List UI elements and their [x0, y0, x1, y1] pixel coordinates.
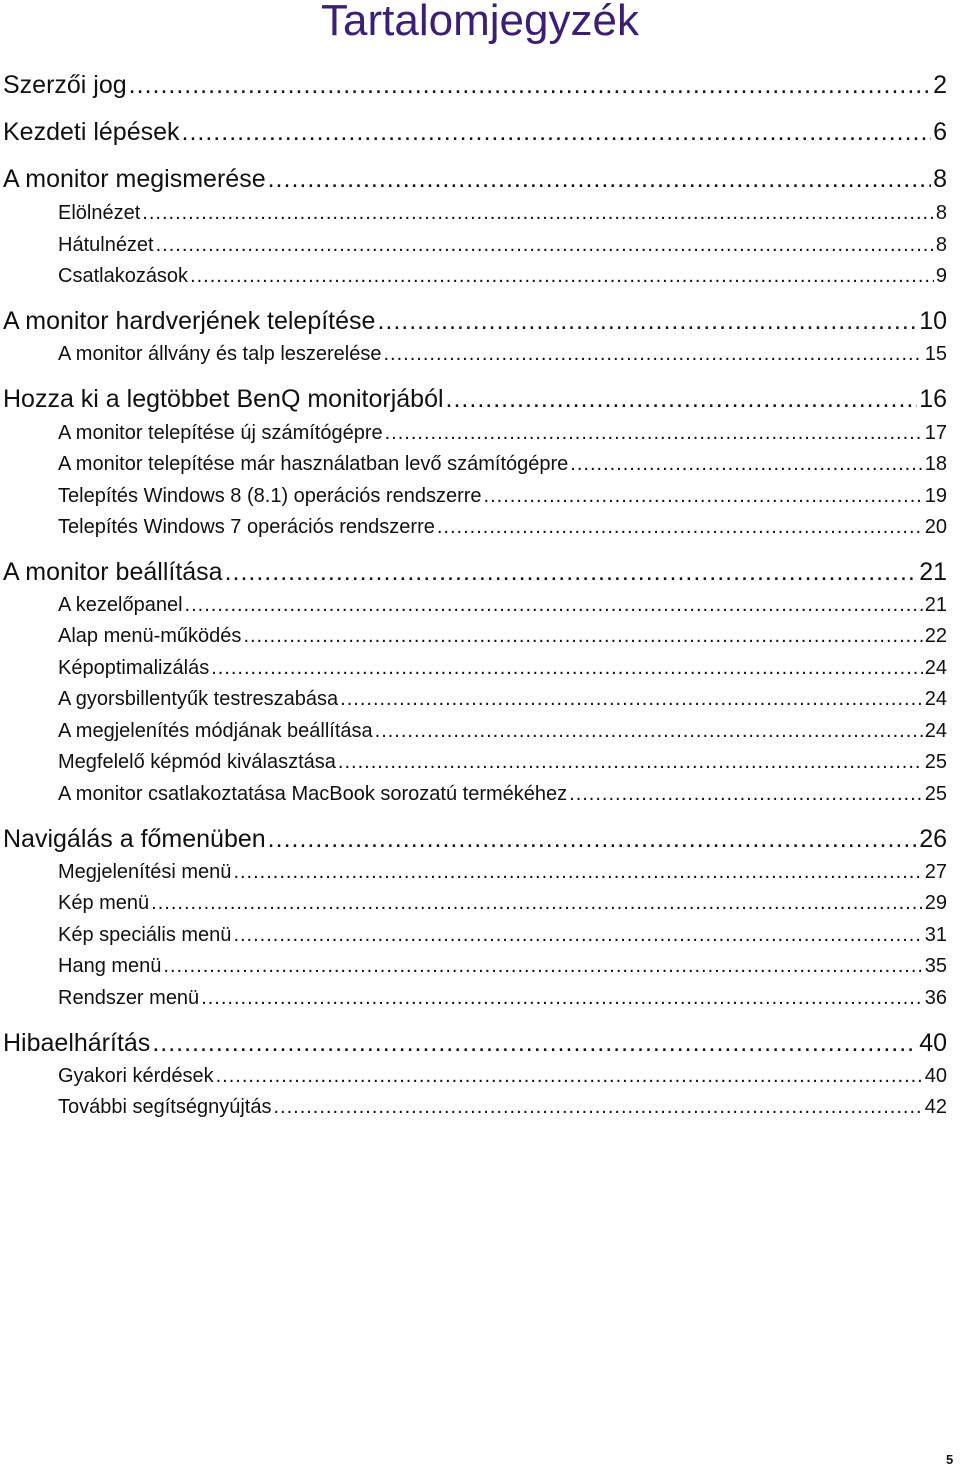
toc-chapter-entry[interactable]: [3, 164, 947, 194]
dot-leader: [384, 342, 923, 366]
dot-leader: [225, 557, 918, 587]
dot-leader: [570, 452, 922, 476]
dot-leader: [185, 593, 923, 617]
toc-entry-page-number: 40: [919, 1029, 947, 1057]
toc-entry-page-number: 18: [924, 453, 947, 475]
toc-entry-page-number: 10: [919, 307, 947, 335]
toc-entry-label: A monitor állvány és talp leszerelése: [58, 343, 382, 365]
toc-section-entry[interactable]: [58, 954, 947, 978]
toc-section-entry[interactable]: [58, 201, 947, 225]
dot-leader: [375, 719, 923, 743]
toc-entry-label: A gyorsbillentyűk testreszabása: [58, 688, 339, 710]
toc-entry-label: Képoptimalizálás: [58, 657, 210, 679]
toc-entry-label: Alap menü-működés: [58, 625, 242, 647]
toc-entry-page-number: 8: [935, 202, 947, 224]
page-title: Tartalomjegyzék: [321, 0, 639, 45]
toc-section-entry[interactable]: [58, 515, 947, 539]
toc-entry-page-number: 20: [924, 516, 947, 538]
toc-section-entry[interactable]: [58, 484, 947, 508]
toc-entry-page-number: 40: [924, 1065, 947, 1087]
dot-leader: [446, 384, 918, 414]
toc-section-entry[interactable]: [58, 986, 947, 1010]
toc-entry-label: Gyakori kérdések: [58, 1065, 214, 1087]
dot-leader: [182, 117, 932, 147]
toc-section-entry[interactable]: [58, 1064, 947, 1088]
dot-leader: [156, 233, 934, 257]
toc-section-entry[interactable]: [58, 782, 947, 806]
dot-leader: [142, 201, 934, 225]
toc-entry-label: A monitor megismerése: [3, 165, 266, 193]
toc-section-entry[interactable]: [58, 860, 947, 884]
toc-entry-page-number: 25: [924, 783, 947, 805]
toc-section-entry[interactable]: [58, 923, 947, 947]
dot-leader: [338, 750, 923, 774]
toc-entry-page-number: 36: [924, 987, 947, 1009]
toc-entry-page-number: 15: [924, 343, 947, 365]
toc-entry-label: Kép speciális menü: [58, 924, 232, 946]
toc-chapter-entry[interactable]: [3, 557, 947, 587]
toc-entry-label: Hozza ki a legtöbbet BenQ monitorjából: [3, 385, 444, 413]
dot-leader: [268, 824, 918, 854]
toc-entry-page-number: 27: [924, 861, 947, 883]
toc-section-entry[interactable]: [58, 750, 947, 774]
toc-section-entry[interactable]: [58, 624, 947, 648]
toc-entry-page-number: 35: [924, 955, 947, 977]
toc-section-entry[interactable]: [58, 687, 947, 711]
toc-entry-label: Navigálás a főmenüben: [3, 825, 266, 853]
toc-entry-page-number: 24: [924, 720, 947, 742]
toc-chapter-entry[interactable]: [3, 70, 947, 100]
toc-entry-page-number: 24: [924, 657, 947, 679]
toc-entry-label: Telepítés Windows 7 operációs rendszerre: [58, 516, 435, 538]
toc-entry-label: Szerzői jog: [3, 71, 127, 99]
toc-entry-label: A monitor beállítása: [3, 558, 223, 586]
toc-entry-label: Hátulnézet: [58, 234, 154, 256]
toc-entry-label: Telepítés Windows 8 (8.1) operációs rendszerre: [58, 485, 482, 507]
toc-section-entry[interactable]: [58, 656, 947, 680]
dot-leader: [216, 1064, 923, 1088]
toc-entry-page-number: 31: [924, 924, 947, 946]
toc-entry-page-number: 26: [919, 825, 947, 853]
toc-section-entry[interactable]: [58, 452, 947, 476]
dot-leader: [163, 954, 922, 978]
toc-entry-page-number: 21: [924, 594, 947, 616]
dot-leader: [340, 687, 923, 711]
dot-leader: [152, 1028, 917, 1058]
toc-entry-label: Kezdeti lépések: [3, 118, 180, 146]
toc-entry-label: A monitor hardverjének telepítése: [3, 307, 376, 335]
toc-section-entry[interactable]: [58, 264, 947, 288]
toc-entry-label: Hibaelhárítás: [3, 1029, 151, 1057]
dot-leader: [243, 624, 922, 648]
toc-entry-page-number: 17: [924, 422, 947, 444]
toc-entry-label: Kép menü: [58, 892, 150, 914]
toc-entry-page-number: 22: [924, 625, 947, 647]
dot-leader: [233, 923, 922, 947]
toc-entry-label: Elölnézet: [58, 202, 141, 224]
toc-section-entry[interactable]: [58, 233, 947, 257]
dot-leader: [273, 1095, 922, 1119]
toc-chapter-entry[interactable]: [3, 824, 947, 854]
dot-leader: [211, 656, 923, 680]
toc-entry-label: Megjelenítési menü: [58, 861, 232, 883]
toc-entry-page-number: 6: [933, 118, 947, 146]
toc-entry-page-number: 16: [919, 385, 947, 413]
toc-entry-label: A megjelenítés módjának beállítása: [58, 720, 373, 742]
toc-section-entry[interactable]: [58, 593, 947, 617]
dot-leader: [484, 484, 923, 508]
toc-entry-label: További segítségnyújtás: [58, 1096, 272, 1118]
toc-entry-label: Csatlakozások: [58, 265, 189, 287]
dot-leader: [377, 306, 917, 336]
toc-chapter-entry[interactable]: [3, 306, 947, 336]
toc-entry-label: A monitor csatlakoztatása MacBook sorozatú termékéhez: [58, 783, 568, 805]
page-number: 5: [946, 1452, 954, 1467]
toc-entry-page-number: 21: [919, 558, 947, 586]
toc-entry-label: A monitor telepítése új számítógépre: [58, 422, 383, 444]
toc-chapter-entry[interactable]: [3, 1028, 947, 1058]
toc-entry-page-number: 42: [924, 1096, 947, 1118]
toc-section-entry[interactable]: [58, 421, 947, 445]
toc-entry-page-number: 8: [933, 165, 947, 193]
dot-leader: [385, 421, 923, 445]
toc-section-entry[interactable]: [58, 342, 947, 366]
toc-entry-label: A kezelőpanel: [58, 594, 183, 616]
toc-entry-page-number: 19: [924, 485, 947, 507]
toc-entry-page-number: 29: [924, 892, 947, 914]
toc-entry-label: Megfelelő képmód kiválasztása: [58, 751, 336, 773]
dot-leader: [268, 164, 931, 194]
toc-chapter-entry[interactable]: [3, 117, 947, 147]
dot-leader: [201, 986, 923, 1010]
toc-entry-page-number: 25: [924, 751, 947, 773]
dot-leader: [437, 515, 923, 539]
toc-entry-label: Hang menü: [58, 955, 162, 977]
toc-entry-page-number: 2: [933, 71, 947, 99]
toc-entry-label: Rendszer menü: [58, 987, 200, 1009]
toc-entry-page-number: 24: [924, 688, 947, 710]
dot-leader: [569, 782, 923, 806]
dot-leader: [190, 264, 934, 288]
dot-leader: [129, 70, 931, 100]
toc-entry-label: A monitor telepítése már használatban levő számítógépre: [58, 453, 569, 475]
toc-section-entry[interactable]: [58, 1095, 947, 1119]
dot-leader: [233, 860, 922, 884]
toc-entry-page-number: 9: [935, 265, 947, 287]
dot-leader: [151, 891, 923, 915]
toc-entry-page-number: 8: [935, 234, 947, 256]
toc-chapter-entry[interactable]: [3, 384, 947, 414]
toc-section-entry[interactable]: [58, 891, 947, 915]
toc-section-entry[interactable]: [58, 719, 947, 743]
